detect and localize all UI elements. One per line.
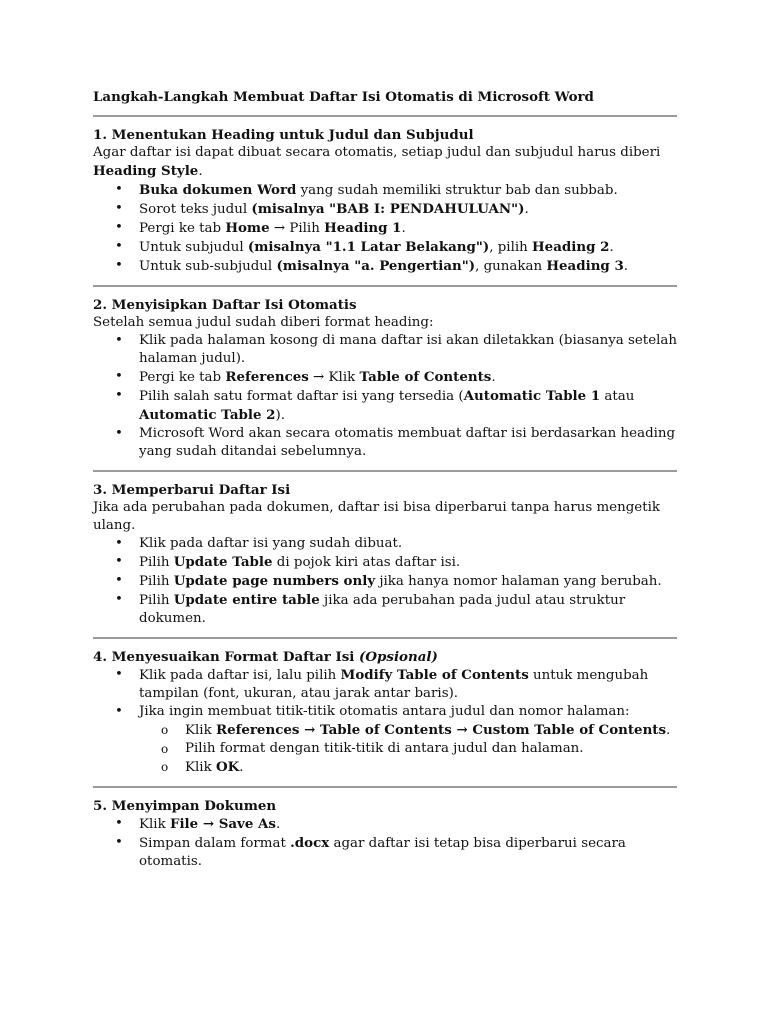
text-run: → Pilih [269,221,325,236]
document-title: Langkah-Langkah Membuat Daftar Isi Otomatis di Microsoft Word [93,89,594,105]
section-divider [93,470,677,472]
bold-text: Heading 2 [532,239,610,255]
list-item [139,834,677,871]
text-run: . [239,760,244,775]
text-run: Simpan dalam format [139,836,291,851]
text-run: Pilih [139,555,174,570]
bold-text: References → Table of Contents → Custom Table of Contents [215,722,667,738]
text-run: Klik [185,760,216,775]
section-intro [93,499,677,535]
bold-text: Heading Style [93,163,199,179]
bold-text: Home [225,220,270,236]
bold-text: Update page numbers only [173,573,376,589]
bold-text: (misalnya "a. Pengertian") [276,258,476,274]
sub-list-item [185,721,677,740]
section-intro [93,314,677,332]
bold-text: Buka dokumen Word [139,182,297,198]
text-run: Setelah semua judul sudah diberi format heading: [93,315,434,330]
text-run: Pergi ke tab [139,221,226,236]
list-item [139,703,677,777]
bold-text: References [225,369,309,385]
bold-text: (misalnya "1.1 Latar Belakang") [247,239,490,255]
bold-text: Update entire table [173,592,320,608]
text-run: untuk mengubah tampilan (font, ukuran, atau jarak antar baris). [139,668,649,701]
text-run: , gunakan [475,259,547,274]
list-item [139,591,677,628]
text-run: yang sudah memiliki struktur bab dan subbab. [296,183,618,198]
bold-text: Modify Table of Contents [340,667,529,683]
list-item [139,238,677,257]
text-run: Agar daftar isi dapat dibuat secara otomatis, setiap judul dan subjudul harus diberi [93,145,661,160]
bold-text: File → Save As [169,816,276,832]
bold-text: OK [215,759,240,775]
text-run: Pilih [139,593,174,608]
bold-text: (misalnya " [251,201,337,217]
list-item [139,219,677,238]
text-run: Klik [139,817,170,832]
bullet-list [93,332,677,461]
text-run: Untuk subjudul [139,240,248,255]
list-item [139,815,677,834]
bullet-list [93,815,677,871]
text-run: Jika ingin membuat titik-titik otomatis antara judul dan nomor halaman: [139,704,630,719]
text-run: atau [600,389,635,404]
text-run: di pojok kiri atas daftar isi. [272,555,461,570]
text-run: Pilih format dengan titik-titik di antara judul dan halaman. [185,741,584,756]
list-item [139,181,677,200]
section-divider [93,285,677,287]
text-run: jika hanya nomor halaman yang berubah. [375,574,662,589]
section-title: 5. Menyimpan Dokumen [93,798,277,814]
list-item [139,535,677,553]
text-run: Klik [185,723,216,738]
text-run: Pilih [139,574,174,589]
section-title-text: 4. Menyesuaikan Format Daftar Isi [93,649,360,665]
section-5 [93,797,677,871]
text-run: Jika ada perubahan pada dokumen, daftar isi bisa diperbarui tanpa harus mengetik ulang. [93,500,661,533]
text-run: , pilih [489,240,533,255]
section-title-optional: (Opsional) [359,649,438,665]
text-run: Klik pada daftar isi, lalu pilih [139,668,341,683]
list-item [139,572,677,591]
text-run: . [524,202,529,217]
text-run: agar daftar isi tetap bisa diperbarui secara otomatis. [139,836,626,869]
sub-list [139,721,677,777]
list-item [139,200,677,219]
list-item [139,332,677,368]
section-title [93,648,677,666]
text-run: Microsoft Word akan secara otomatis membuat daftar isi berdasarkan heading yang sudah ditandai sebelumnya. [139,426,676,459]
sub-list-item [185,740,677,758]
section-4 [93,648,677,777]
bullet-list [93,181,677,276]
text-run: Pilih salah satu format daftar isi yang tersedia ( [139,389,464,404]
bold-text: Automatic Table 2 [139,407,276,423]
section-divider [93,786,677,788]
section-divider [93,115,677,117]
bullet-list [93,535,677,628]
text-run: ). [275,408,285,423]
text-run: jika ada perubahan pada judul atau struktur dokumen. [139,593,626,626]
section-3 [93,481,677,628]
text-run: . [623,259,629,274]
bold-text: Update Table [173,554,273,570]
section-title: 2. Menyisipkan Daftar Isi Otomatis [93,297,357,313]
bold-text: Heading 3 [546,258,624,274]
section-2 [93,296,677,461]
text-run: . [609,240,614,255]
text-run: → Klik [308,370,360,385]
section-title: 3. Memperbarui Daftar Isi [93,482,291,498]
text-run: . [401,221,406,236]
text-run: . [666,723,671,738]
list-item [139,553,677,572]
text-run: Sorot teks judul [139,202,252,217]
text-run: . [198,164,203,179]
text-run: . [275,817,281,832]
bold-text: Table of Contents [359,369,492,385]
bold-text: Automatic Table 1 [463,388,601,404]
section-1 [93,126,677,276]
section-divider [93,637,677,639]
bold-text: BAB I: PENDAHULUAN [336,201,512,217]
text-run: Untuk sub-subjudul [139,259,277,274]
sub-list-item [185,758,677,777]
bold-text: Heading 1 [324,220,402,236]
list-item-text [139,704,630,719]
text-run: Klik pada halaman kosong di mana daftar isi akan diletakkan (biasanya setelah halaman judul). [139,333,678,366]
list-item [139,666,677,703]
text-run: Klik pada daftar isi yang sudah dibuat. [139,536,403,551]
section-title: 1. Menentukan Heading untuk Judul dan Subjudul [93,127,474,143]
document-page [93,88,677,871]
list-item [139,425,677,461]
bold-text: ") [511,201,525,217]
text-run: . [491,370,496,385]
text-run: Pergi ke tab [139,370,226,385]
section-intro [93,144,677,181]
bullet-list [93,666,677,777]
list-item [139,368,677,387]
bold-text: .docx [290,835,330,851]
list-item [139,387,677,425]
list-item [139,257,677,276]
